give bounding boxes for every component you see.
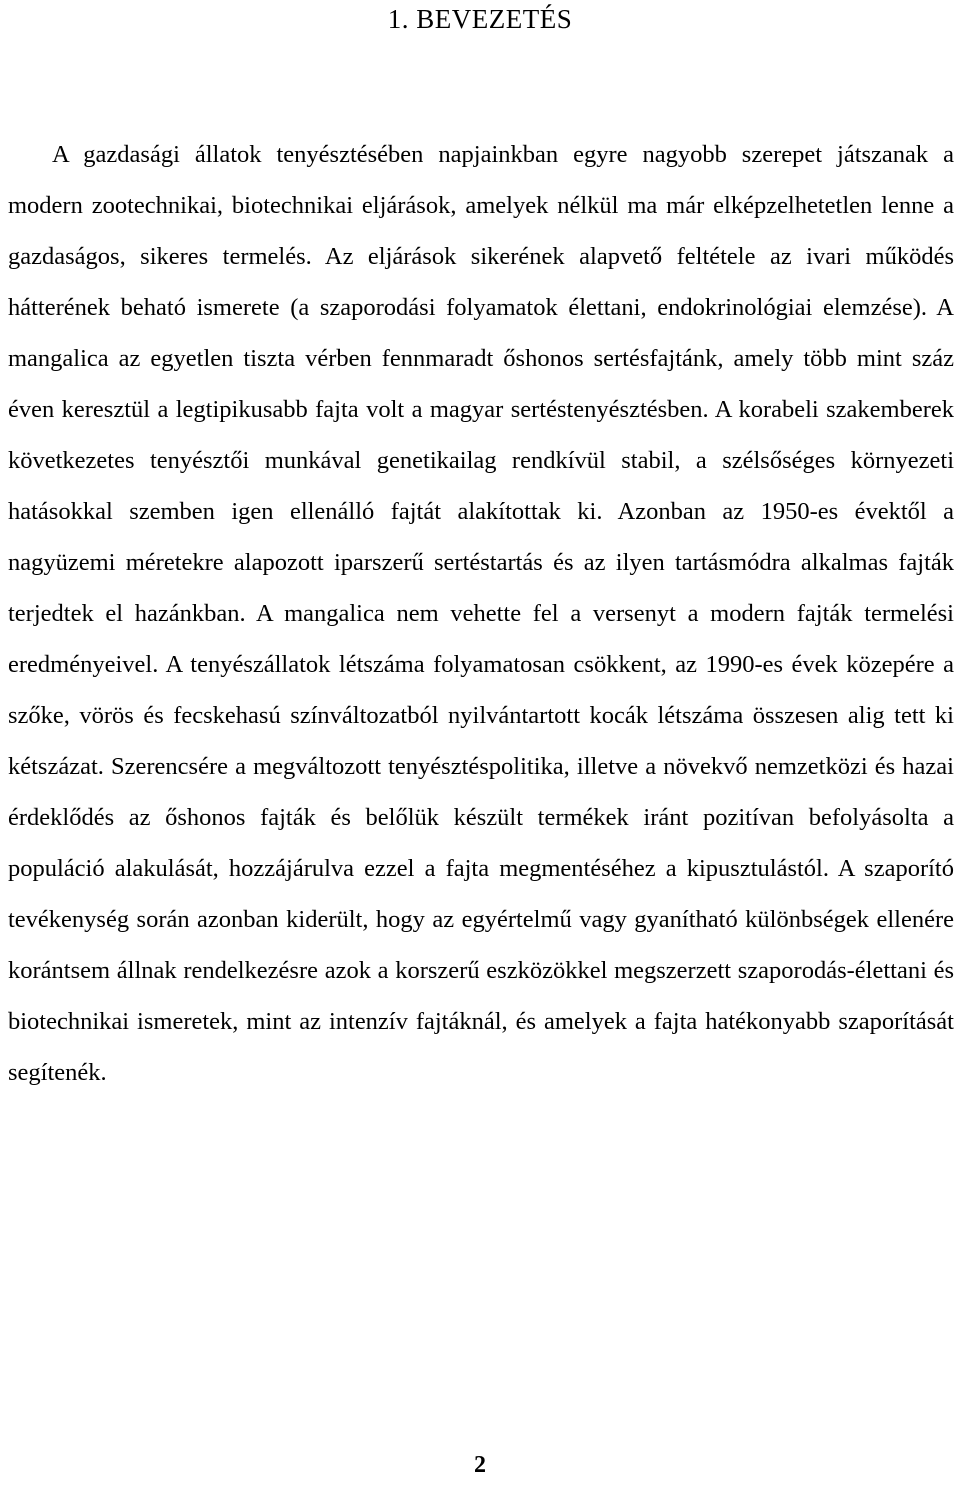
page-number: 2 xyxy=(474,1452,486,1478)
body-paragraph: A gazdasági állatok tenyésztésében napjainkban egyre nagyobb szerepet játszanak a modern zootechnikai, biotechnikai eljárások, amelyek nélkül ma már elképzelhetetlen lenne a gazdaságos, sikeres termelés. Az eljárások sikerének alapvető feltétele az ivari működés hátterének beható ismerete (a szaporodási folyamatok élettani, endokrinológiai elemzése). A mangalica az egyetlen tiszta vérben fennmaradt őshonos sertésfajtánk, amely több mint száz éven keresztül a legtipikusabb fajta volt a magyar sertéstenyésztésben. A korabeli szakemberek következetes tenyésztői munkával genetikailag rendkívül stabil, a szélsőséges környezeti hatásokkal szemben igen ellenálló fajtát alakítottak ki. Azonban az 1950-es évektől a nagyüzemi méretekre alapozott iparszerű sertéstartás és az ilyen tartásmódra alkalmas fajták terjedtek el hazánkban. A mangalica nem vehette fel a versenyt a modern fajták termelési eredményeivel. A tenyészállatok létszáma folyamatosan csökkent, az 1990-es évek közepére a szőke, vörös és fecskehasú színváltozatból nyilvántartott kocák létszáma összesen alig tett ki kétszázat. Szerencsére a megváltozott tenyésztéspolitika, illetve a növekvő nemzetközi és hazai érdeklődés az őshonos fajták és belőlük készült termékek iránt pozitívan befolyásolta a populáció alakulását, hozzájárulva ezzel a fajta megmentéséhez a kipusztulástól. A szaporító tevékenység során azonban kiderült, hogy az egyértelmű vagy gyanítható különbségek ellenére korántsem állnak rendelkezésre azok a korszerű eszközökkel megszerzett szaporodás-élettani és biotechnikai ismeretek, mint az intenzív fajtáknál, és amelyek a fajta hatékonyabb szaporítását segítenék. xyxy=(8,141,954,1086)
chapter-heading: 1. BEVEZETÉS xyxy=(387,4,573,34)
